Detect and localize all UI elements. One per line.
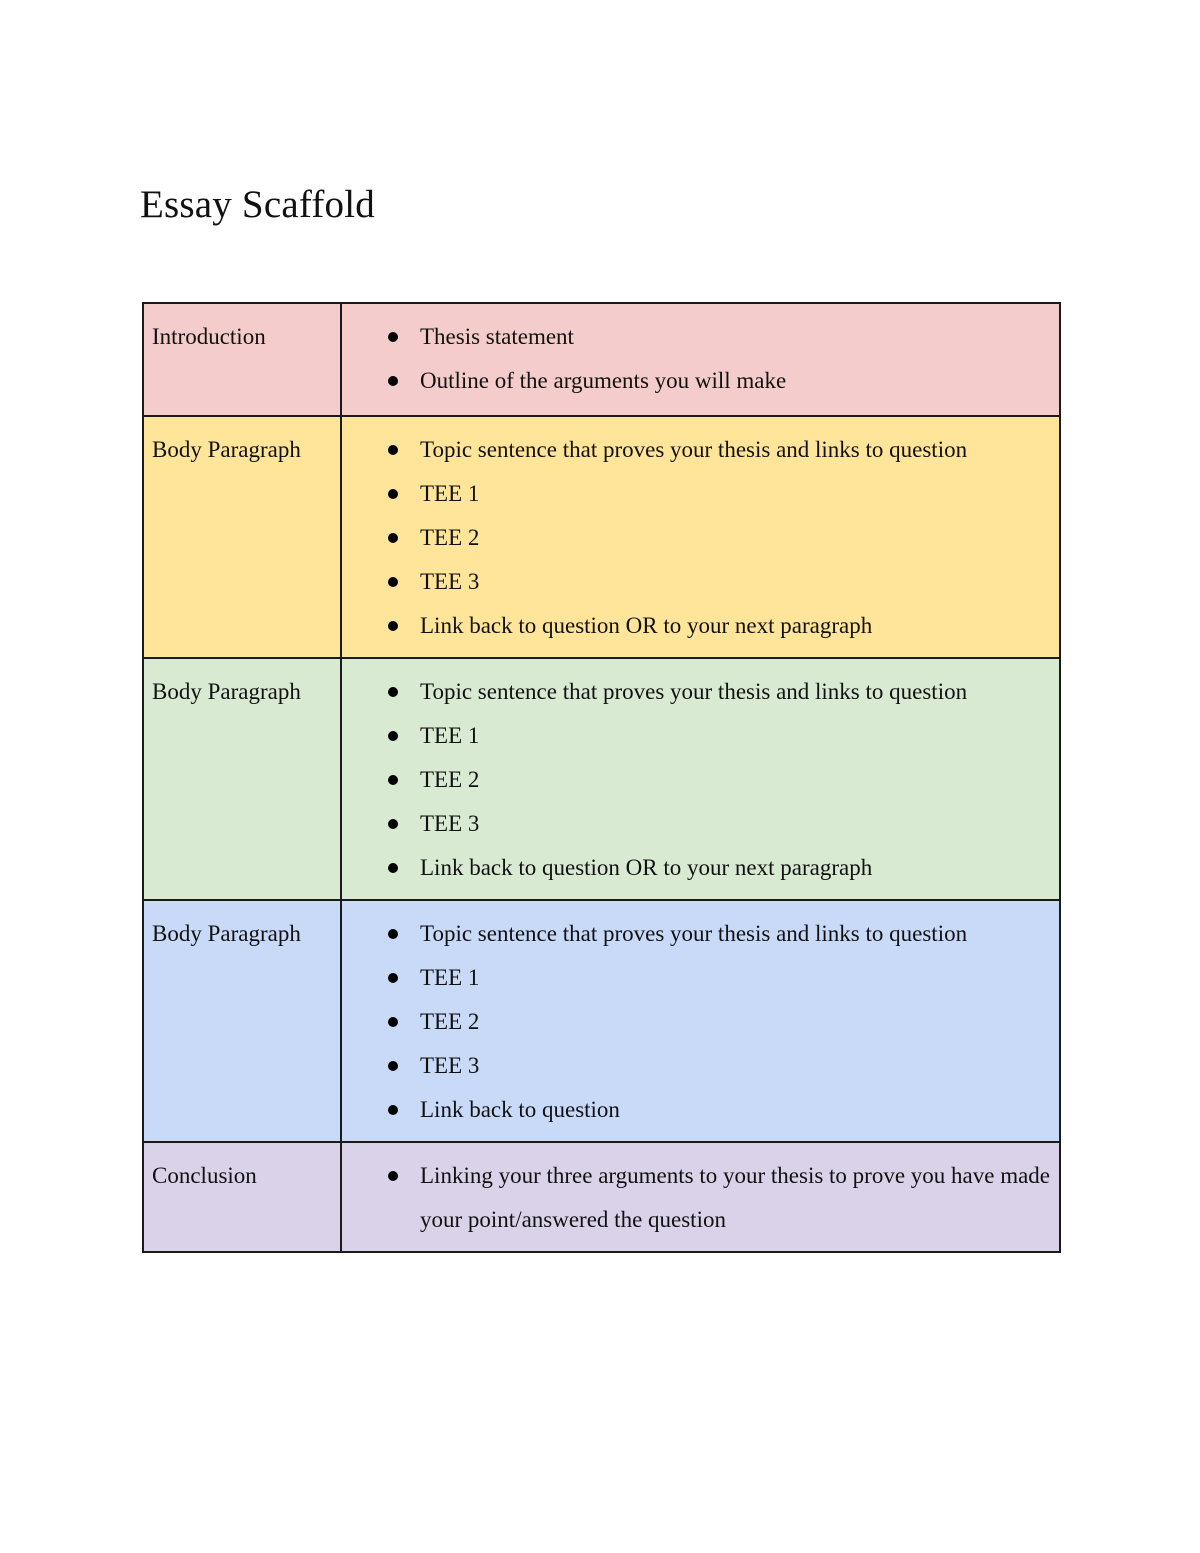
- bullet-icon: [388, 973, 398, 983]
- row-content-cell: [341, 1142, 1060, 1252]
- row-label-cell: [143, 416, 341, 658]
- list-item-text: TEE 2: [420, 767, 480, 792]
- bullet-icon: [388, 376, 398, 386]
- list-item-text: Outline of the arguments you will make: [420, 368, 787, 393]
- row-label: Conclusion: [152, 1163, 257, 1188]
- list-item: [342, 604, 1051, 648]
- bullet-icon: [388, 687, 398, 697]
- list-item: [342, 956, 1051, 1000]
- bullet-icon: [388, 1171, 398, 1181]
- row-label-cell: [143, 658, 341, 900]
- row-label: Introduction: [152, 324, 266, 349]
- row-label: Body Paragraph: [152, 921, 301, 946]
- list-item: [342, 912, 1051, 956]
- list-item-text: Linking your three arguments to your thesis to prove you have made your point/answered the question: [420, 1163, 1051, 1232]
- list-item: [342, 315, 1051, 359]
- row-label: Body Paragraph: [152, 679, 301, 704]
- row-content-cell: [341, 900, 1060, 1142]
- list-item-text: Topic sentence that proves your thesis and links to question: [420, 921, 968, 946]
- bullet-icon: [388, 489, 398, 499]
- list-item: [342, 1088, 1051, 1132]
- row-label-cell: [143, 900, 341, 1142]
- bullet-icon: [388, 445, 398, 455]
- table-row-introduction: [143, 303, 1060, 416]
- bullet-icon: [388, 929, 398, 939]
- row-label-cell: [143, 1142, 341, 1252]
- list-item: [342, 1044, 1051, 1088]
- row-label: Body Paragraph: [152, 437, 301, 462]
- list-item-text: TEE 2: [420, 1009, 480, 1034]
- list-item: [342, 428, 1051, 472]
- bullet-icon: [388, 621, 398, 631]
- bullet-icon: [388, 819, 398, 829]
- list-item: [342, 516, 1051, 560]
- list-item: [342, 846, 1051, 890]
- list-item-text: Topic sentence that proves your thesis and links to question: [420, 437, 968, 462]
- list-item: [342, 758, 1051, 802]
- list-item: [342, 670, 1051, 714]
- bullet-icon: [388, 863, 398, 873]
- essay-scaffold-table: [142, 302, 1061, 1253]
- page-title: Essay Scaffold: [140, 183, 375, 226]
- table-row-conclusion: [143, 1142, 1060, 1252]
- bullet-icon: [388, 1105, 398, 1115]
- row-label-cell: [143, 303, 341, 416]
- bullet-list: [342, 912, 1051, 1132]
- bullet-list: [342, 428, 1051, 648]
- bullet-icon: [388, 577, 398, 587]
- row-content-cell: [341, 658, 1060, 900]
- bullet-list: [342, 315, 1051, 403]
- list-item: [342, 472, 1051, 516]
- list-item-text: TEE 2: [420, 525, 480, 550]
- list-item-text: TEE 3: [420, 569, 480, 594]
- bullet-list: [342, 1154, 1051, 1242]
- list-item: [342, 1000, 1051, 1044]
- list-item-text: TEE 1: [420, 481, 480, 506]
- list-item: [342, 802, 1051, 846]
- bullet-icon: [388, 1061, 398, 1071]
- bullet-icon: [388, 731, 398, 741]
- list-item-text: TEE 1: [420, 723, 480, 748]
- list-item-text: TEE 3: [420, 1053, 480, 1078]
- bullet-icon: [388, 332, 398, 342]
- bullet-icon: [388, 533, 398, 543]
- bullet-icon: [388, 775, 398, 785]
- table-row-body-paragraph-2: [143, 658, 1060, 900]
- list-item: [342, 560, 1051, 604]
- bullet-list: [342, 670, 1051, 890]
- list-item-text: Thesis statement: [420, 324, 574, 349]
- list-item-text: TEE 3: [420, 811, 480, 836]
- list-item-text: Link back to question OR to your next paragraph: [420, 613, 873, 638]
- row-content-cell: [341, 416, 1060, 658]
- list-item-text: Link back to question: [420, 1097, 620, 1122]
- list-item-text: Topic sentence that proves your thesis and links to question: [420, 679, 968, 704]
- row-content-cell: [341, 303, 1060, 416]
- list-item-text: Link back to question OR to your next paragraph: [420, 855, 873, 880]
- list-item-text: TEE 1: [420, 965, 480, 990]
- table-row-body-paragraph-1: [143, 416, 1060, 658]
- list-item: [342, 1154, 1051, 1242]
- list-item: [342, 359, 1051, 403]
- bullet-icon: [388, 1017, 398, 1027]
- list-item: [342, 714, 1051, 758]
- table-row-body-paragraph-3: [143, 900, 1060, 1142]
